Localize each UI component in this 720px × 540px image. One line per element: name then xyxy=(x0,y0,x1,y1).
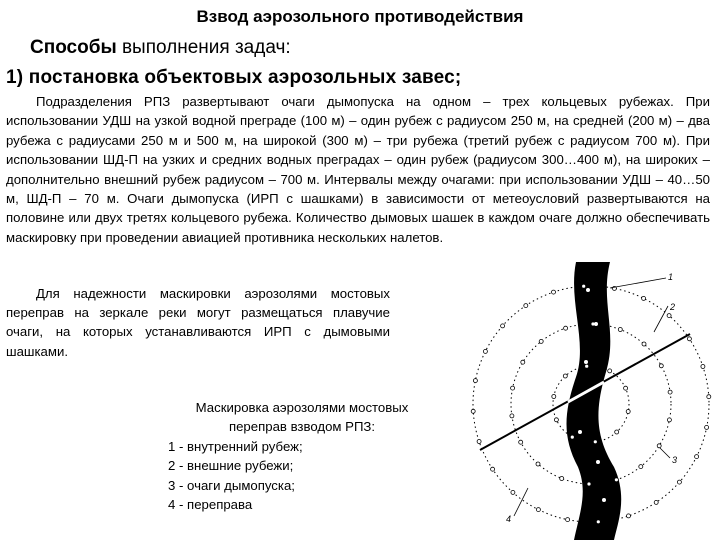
smoke-point xyxy=(566,518,570,522)
smoke-point xyxy=(473,379,477,383)
smoke-point xyxy=(539,339,543,343)
section-heading: 1) постановка объектовых аэрозольных завес; xyxy=(6,67,462,88)
smoke-point xyxy=(587,482,591,486)
smoke-point xyxy=(642,296,646,300)
legend-item: 2 - внешние рубежи; xyxy=(168,458,294,474)
river xyxy=(567,262,622,540)
smoke-point xyxy=(524,304,528,308)
smoke-point xyxy=(624,386,628,390)
smoke-point xyxy=(668,390,672,394)
diagram-label-3: 3 xyxy=(672,455,678,465)
smoke-point xyxy=(554,418,558,422)
floating-source xyxy=(586,288,590,292)
smoke-point xyxy=(608,369,612,373)
smoke-point xyxy=(654,500,658,504)
smoke-point xyxy=(511,386,515,390)
subtitle-rest: выполнения задач: xyxy=(116,37,291,58)
smoke-point xyxy=(667,314,671,318)
smoke-point xyxy=(593,440,597,444)
smoke-point xyxy=(585,364,589,368)
smoke-point xyxy=(536,462,540,466)
diagram-label-2: 2 xyxy=(670,302,676,312)
caption-title: Маскировка аэрозолями мостовых переправ взводом РПЗ: xyxy=(195,400,409,435)
smoke-point xyxy=(483,349,487,353)
smoke-point xyxy=(491,467,495,471)
smoke-point xyxy=(626,410,630,414)
diagram-label-4: 4 xyxy=(506,514,512,524)
smoke-point xyxy=(687,337,691,341)
smoke-point xyxy=(627,514,631,518)
smoke-point xyxy=(705,425,709,429)
smoke-point xyxy=(642,342,646,346)
floating-source xyxy=(584,360,588,364)
subtitle xyxy=(30,36,291,60)
diagram-label-1: 1 xyxy=(668,272,674,282)
smoke-point xyxy=(511,490,515,494)
smoke-point xyxy=(618,328,622,332)
smoke-point xyxy=(695,455,699,459)
smoke-point xyxy=(477,440,481,444)
legend-item: 1 - внутренний рубеж; xyxy=(168,438,303,454)
smoke-point xyxy=(521,360,525,364)
smoke-point xyxy=(582,284,586,288)
floating-source xyxy=(578,430,582,434)
smoke-point xyxy=(657,444,661,448)
smoke-point xyxy=(510,414,514,418)
smoke-point xyxy=(519,440,523,444)
smoke-point xyxy=(501,324,505,328)
smoke-point xyxy=(563,374,567,378)
floating-sources-paragraph: Для надежности маскировки аэрозолями мостовых переправ на зеркале реки могут размещаться плавучие очаги, на которых устанавливаются ИРП с дымовыми шашками. xyxy=(6,286,390,359)
smoke-point xyxy=(570,435,574,439)
slide-title: Взвод аэрозольного противодействия xyxy=(196,7,524,26)
smoke-point xyxy=(552,290,556,294)
smoke-point xyxy=(471,409,475,413)
smoke-point xyxy=(552,395,556,399)
smoke-point xyxy=(615,430,619,434)
smoke-point xyxy=(667,418,671,422)
floating-source xyxy=(596,460,600,464)
main-paragraph: Подразделения РПЗ развертывают очаги дымопуска на одном – трех кольцевых рубежах. При использовании УДШ на узкой водной преграде (100 м) – один рубеж с радиусом 250 м, на средней (200 м) – два рубежа с радиусами 250 м и 500 м, на широкой (300 м) – три рубежа (третий рубеж с радиусом 700 м). При использовании ШД-П на узких и средних водных преградах – один рубеж (радиусом 300…400 м), на широких – дополнительно внешний рубеж радиусом – 700 м. Интервалы между очагами: при использовании УДШ – 40…50 м, ШД-П – 70 м. Очаги дымопуска (ИРП с шашками) в зависимости от метеоусловий развертываются на половине или двух третях кольцевого рубежа. Количество дымовых шашек в каждом очаге должно обеспечивать маскировку при проведении авиацией противника нескольких налетов. xyxy=(6,94,710,245)
smoke-point xyxy=(707,395,711,399)
smoke-point xyxy=(701,365,705,369)
subtitle-bold: Способы xyxy=(30,37,117,58)
smoke-point xyxy=(536,508,540,512)
smoke-point xyxy=(560,477,564,481)
floating-source xyxy=(602,498,606,502)
figure-caption xyxy=(168,398,436,514)
smoke-point xyxy=(639,465,643,469)
smoke-point xyxy=(596,520,600,524)
smoke-point xyxy=(564,326,568,330)
smoke-point xyxy=(677,480,681,484)
floating-source xyxy=(594,322,598,326)
smoke-point xyxy=(614,478,618,482)
bridge-masking-diagram xyxy=(428,262,720,540)
legend-item: 4 - переправа xyxy=(168,497,253,513)
smoke-point xyxy=(659,364,663,368)
legend-item: 3 - очаги дымопуска; xyxy=(168,477,295,493)
